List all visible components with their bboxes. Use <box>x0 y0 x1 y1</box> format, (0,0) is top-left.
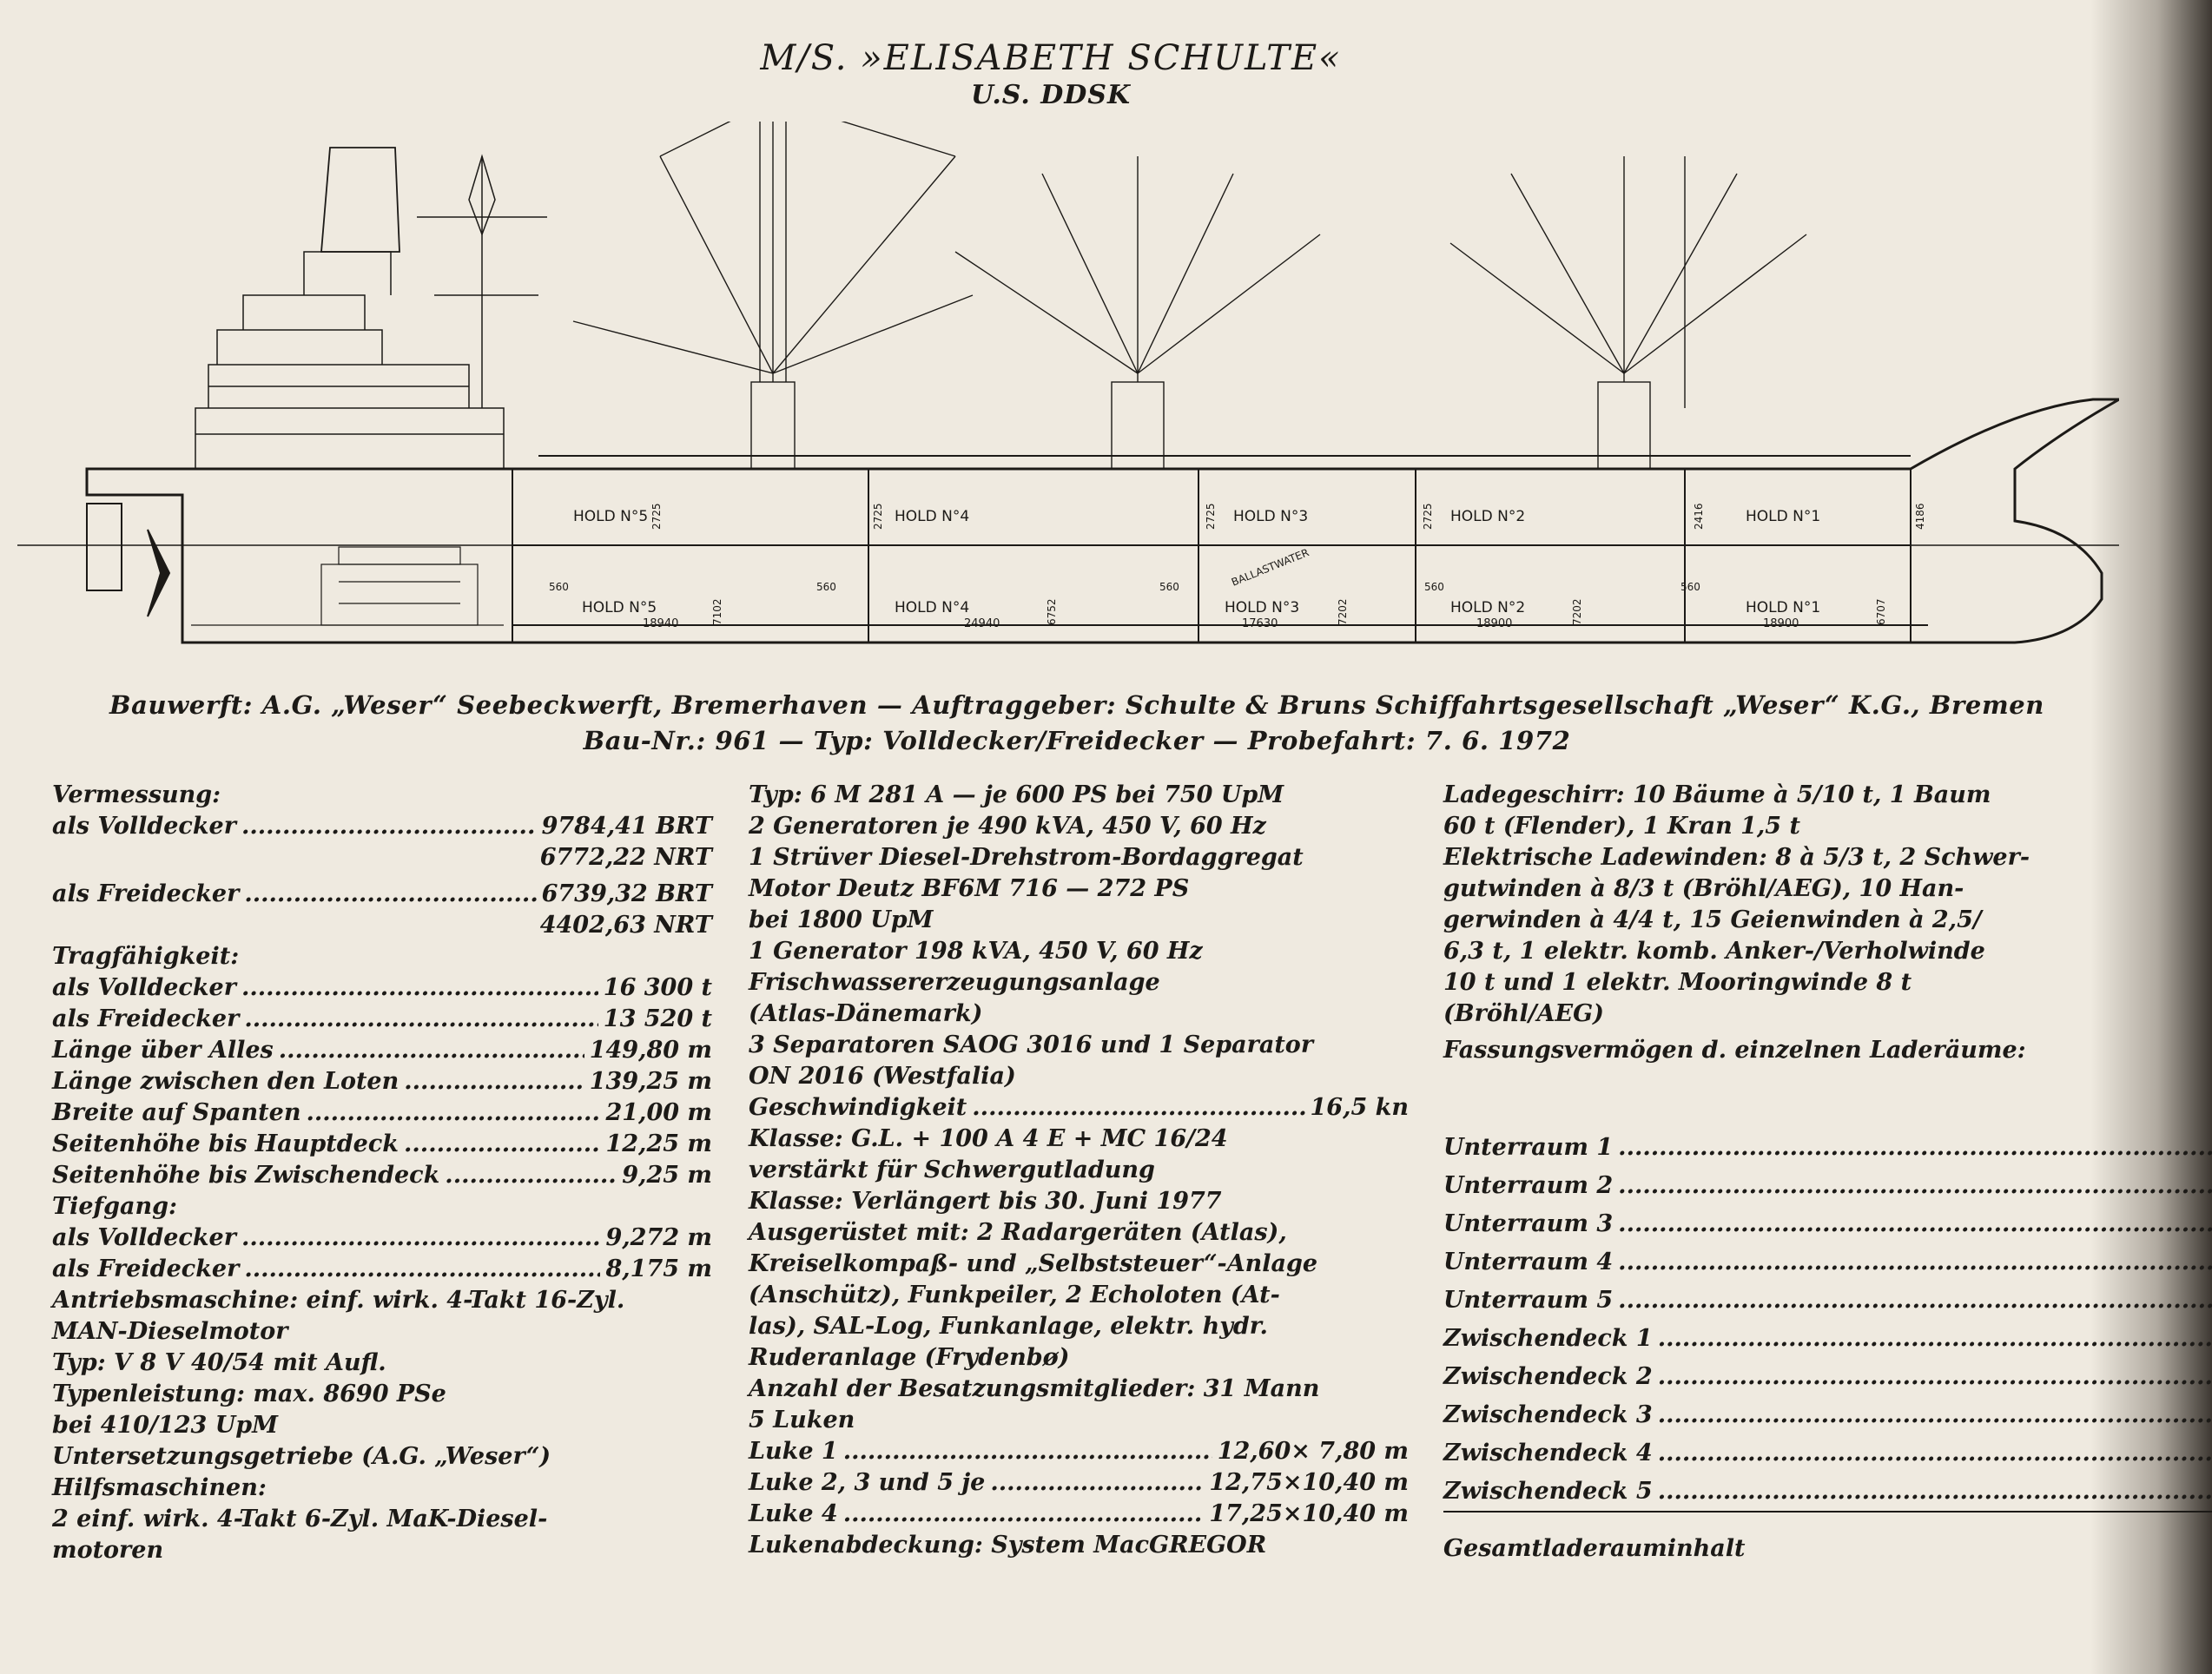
svg-text:17630: 17630 <box>1242 617 1278 630</box>
spec-row: als Freidecker ..... 13 520 t <box>52 1004 712 1035</box>
svg-text:18900: 18900 <box>1476 617 1513 630</box>
lower-hold-3: HOLD N°3 <box>1225 599 1300 616</box>
table-row: Unterraum 4 ..... <box>1443 1243 2212 1282</box>
propeller <box>148 530 169 616</box>
spec-text: motoren <box>52 1537 164 1564</box>
spec-text: 3 Separatoren SAOG 3016 und 1 Separator <box>749 1031 1314 1058</box>
upper-hold-2: HOLD N°2 <box>1450 508 1526 525</box>
spec-row: 6772,22 NRT <box>539 844 712 871</box>
spec-row: 4402,63 NRT <box>539 912 712 939</box>
spec-row: als Freidecker ..... 8,175 m <box>52 1254 712 1285</box>
svg-text:2725: 2725 <box>872 503 884 530</box>
spec-text: Anzahl der Besatzungsmitglieder: 31 Mann <box>749 1375 1320 1402</box>
spec-text: 1 Strüver Diesel-Drehstrom-Bordaggregat <box>749 844 1304 871</box>
svg-text:560: 560 <box>1159 581 1179 593</box>
table-row: Unterraum 1 ..... <box>1443 1129 2212 1167</box>
capacity-heading: Fassungsvermögen d. einzelnen Laderäume: <box>1443 1037 2026 1064</box>
build-info-line: Bau-Nr.: 961 — Typ: Volldecker/Freidecker — Probefahrt: 7. 6. 1972 <box>583 726 1571 755</box>
lower-hold-4: HOLD N°4 <box>895 599 970 616</box>
spec-text: Elektrische Ladewinden: 8 à 5/3 t, 2 Schwer- <box>1443 844 2030 871</box>
spec-row: Länge zwischen den Loten ..... 139,25 m <box>52 1066 712 1097</box>
spec-text: 2 Generatoren je 490 kVA, 450 V, 60 Hz <box>749 813 1266 840</box>
spec-text: 10 t und 1 elektr. Mooringwinde 8 t <box>1443 969 1912 996</box>
spec-text: las), SAL-Log, Funkanlage, elektr. hydr. <box>749 1313 1268 1340</box>
table-row: Unterraum 5 ..... <box>1443 1282 2212 1320</box>
spec-row: als Volldecker ..... 9784,41 BRT <box>52 811 712 842</box>
table-row: Zwischendeck 5 ..... <box>1443 1473 2212 1512</box>
spec-text: Ruderanlage (Frydenbø) <box>749 1344 1070 1371</box>
spec-text: Typ: 6 M 281 A — je 600 PS bei 750 UpM <box>749 781 1284 808</box>
derrick-rigs <box>573 122 1806 469</box>
spec-text: bei 1800 UpM <box>749 906 934 933</box>
svg-text:7202: 7202 <box>1571 598 1583 625</box>
spec-text: Frischwassererzeugungsanlage <box>749 969 1160 996</box>
spec-text: 1 Generator 198 kVA, 450 V, 60 Hz <box>749 938 1203 965</box>
upper-hold-4: HOLD N°4 <box>895 508 970 525</box>
spec-text: Ausgerüstet mit: 2 Radargeräten (Atlas), <box>749 1219 1287 1246</box>
spec-text: Typ: V 8 V 40/54 mit Aufl. <box>52 1349 386 1376</box>
aft-mast <box>417 156 547 408</box>
lower-hold-1: HOLD N°1 <box>1746 599 1821 616</box>
table-row: Zwischendeck 2 ..... <box>1443 1358 2212 1396</box>
spec-row: Breite auf Spanten ..... 21,00 m <box>52 1097 712 1129</box>
spec-text: 5 Luken <box>749 1407 855 1433</box>
svg-text:6707: 6707 <box>1875 598 1887 625</box>
capacity-table <box>1443 1066 2212 1568</box>
svg-text:2725: 2725 <box>650 503 663 530</box>
spec-text: Klasse: Verlängert bis 30. Juni 1977 <box>749 1188 1222 1215</box>
spec-row: Länge über Alles ..... 149,80 m <box>52 1035 712 1066</box>
section-tiefgang: Tiefgang: <box>52 1193 177 1220</box>
spec-text: Lukenabdeckung: System MacGREGOR <box>749 1532 1267 1559</box>
spec-text: ON 2016 (Westfalia) <box>749 1063 1016 1090</box>
spec-column-2 <box>749 780 1409 1561</box>
spec-row: als Volldecker ..... 16 300 t <box>52 972 712 1004</box>
superstructure <box>195 252 504 469</box>
ship-subtitle: U.S. DDSK <box>970 80 1132 110</box>
spec-text: (Anschütz), Funkpeiler, 2 Echoloten (At- <box>749 1282 1280 1308</box>
hold-labels-lower <box>582 546 1820 630</box>
svg-text:2725: 2725 <box>1422 503 1434 530</box>
svg-text:560: 560 <box>1680 581 1700 593</box>
engine-room <box>191 547 504 625</box>
hatch-row: Luke 4 ..... 17,25×10,40 m <box>749 1499 1409 1530</box>
ship-profile-drawing <box>17 122 2119 677</box>
spec-text: 2 einf. wirk. 4-Takt 6-Zyl. MaK-Diesel- <box>52 1506 548 1532</box>
section-vermessung: Vermessung: <box>52 781 221 808</box>
builder-line: Bauwerft: A.G. „Weser“ Seebeckwerft, Bremerhaven — Auftraggeber: Schulte & Bruns Schiffahrtsgesellschaft „Weser“ K.G., Bremen <box>109 690 2044 720</box>
table-row: Zwischendeck 3 ..... <box>1443 1396 2212 1434</box>
spec-text: Hilfsmaschinen: <box>52 1474 267 1501</box>
spec-text: Untersetzungsgetriebe (A.G. „Weser“) <box>52 1443 551 1470</box>
spec-text: bei 410/123 UpM <box>52 1412 279 1439</box>
spec-text: Klasse: G.L. + 100 A 4 E + MC 16/24 <box>749 1125 1228 1152</box>
spec-text: Motor Deutz BF6M 716 — 272 PS <box>749 875 1190 902</box>
spec-text: Kreiselkompaß- und „Selbststeuer“-Anlage <box>749 1250 1318 1277</box>
spec-text: (Bröhl/AEG) <box>1443 1000 1604 1027</box>
total-row: Gesamtladerauminhalt <box>1443 1512 2212 1568</box>
spec-text: MAN-Dieselmotor <box>52 1318 288 1345</box>
spec-column-1 <box>52 780 712 1566</box>
svg-text:18940: 18940 <box>643 617 679 630</box>
table-row: Zwischendeck 1 ..... <box>1443 1320 2212 1358</box>
svg-text:7102: 7102 <box>711 598 723 625</box>
svg-text:560: 560 <box>549 581 569 593</box>
spec-text: Typenleistung: max. 8690 PSe <box>52 1381 446 1407</box>
upper-hold-3: HOLD N°3 <box>1233 508 1309 525</box>
svg-text:2725: 2725 <box>1205 503 1217 530</box>
svg-text:6752: 6752 <box>1046 598 1058 625</box>
spec-text: 6,3 t, 1 elektr. komb. Anker-/Verholwinde <box>1443 938 1985 965</box>
table-row: Zwischendeck 4 ..... <box>1443 1434 2212 1473</box>
hatch-row: Luke 1 ..... 12,60× 7,80 m <box>749 1436 1409 1467</box>
rudder <box>87 504 122 590</box>
speed-row: Geschwindigkeit ..... 16,5 kn <box>749 1092 1409 1124</box>
svg-text:560: 560 <box>816 581 836 593</box>
spec-row: als Volldecker ..... 9,272 m <box>52 1223 712 1254</box>
lower-hold-5: HOLD N°5 <box>582 599 657 616</box>
dims-lower <box>549 581 1887 625</box>
spec-text: (Atlas-Dänemark) <box>749 1000 983 1027</box>
spec-row: Seitenhöhe bis Hauptdeck ..... 12,25 m <box>52 1129 712 1160</box>
section-tragfaehigkeit: Tragfähigkeit: <box>52 943 240 970</box>
upper-hold-1: HOLD N°1 <box>1746 508 1821 525</box>
hatch-row: Luke 2, 3 und 5 je ..... 12,75×10,40 m <box>749 1467 1409 1499</box>
ballast-label: BALLASTWATER <box>1229 546 1311 589</box>
svg-text:2416: 2416 <box>1693 503 1705 530</box>
spec-text: Antriebsmaschine: einf. wirk. 4-Takt 16-Zyl. <box>52 1287 625 1314</box>
svg-text:4186: 4186 <box>1914 503 1926 530</box>
spec-text: gutwinden à 8/3 t (Bröhl/AEG), 10 Han- <box>1443 875 1964 902</box>
table-row: Unterraum 3 ..... <box>1443 1205 2212 1243</box>
spec-text: gerwinden à 4/4 t, 15 Geienwinden à 2,5/ <box>1443 906 1982 933</box>
table-header-row <box>1443 1097 2212 1129</box>
svg-text:560: 560 <box>1424 581 1444 593</box>
table-row: Unterraum 2 ..... <box>1443 1167 2212 1205</box>
table-header-row <box>1443 1066 2212 1097</box>
spec-row: als Freidecker ..... 6739,32 BRT <box>52 879 712 910</box>
svg-text:7202: 7202 <box>1337 598 1349 625</box>
spec-column-3 <box>1443 780 2103 1568</box>
ship-title: M/S. »ELISABETH SCHULTE« <box>760 38 1342 78</box>
spec-text: 60 t (Flender), 1 Kran 1,5 t <box>1443 813 1800 840</box>
svg-text:18900: 18900 <box>1763 617 1799 630</box>
upper-hold-5: HOLD N°5 <box>573 508 649 525</box>
lower-hold-2: HOLD N°2 <box>1450 599 1526 616</box>
spec-text: verstärkt für Schwergutladung <box>749 1157 1155 1183</box>
spec-text: Ladegeschirr: 10 Bäume à 5/10 t, 1 Baum <box>1443 781 1991 808</box>
svg-text:24940: 24940 <box>964 617 1000 630</box>
funnel <box>321 148 399 252</box>
hold-labels-upper <box>573 508 1820 525</box>
spec-row: Seitenhöhe bis Zwischendeck ..... 9,25 m <box>52 1160 712 1191</box>
